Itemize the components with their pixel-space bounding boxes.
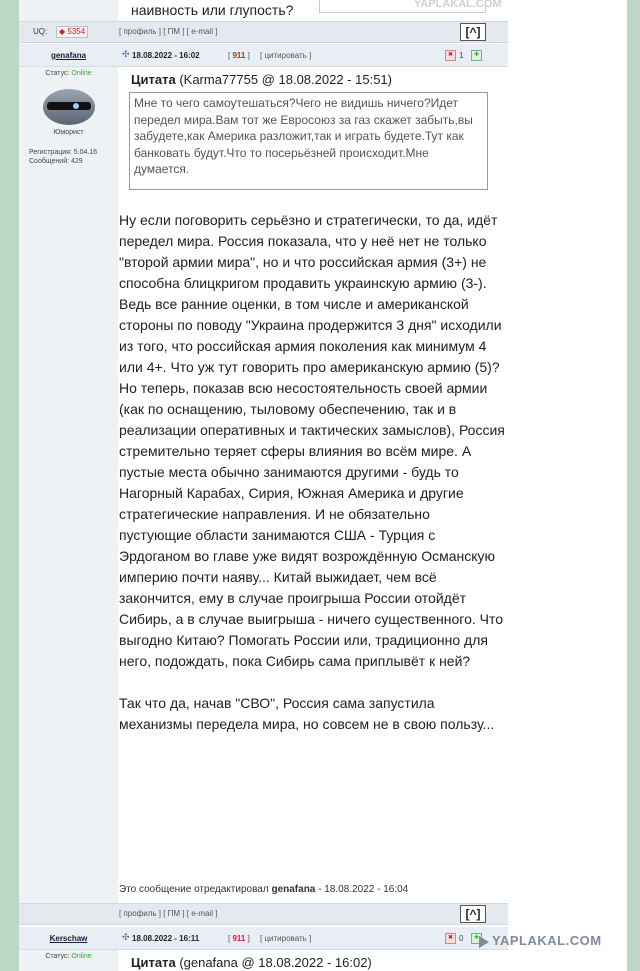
post-paragraph-2: Но теперь, показав всю несостоятельность своей армии (как по оснащению, тыловому обеспечению, так и в реализации оперативных и тактических замыслов), Россия стремительно теряет сферы влияния во всём мире. А пустые места обычно занимаются другими - будь то Нагорный Карабах, Сирия, Южная Америка и другие стратегические направления. И не обязательно пустующие области занимаются США - Турция с Эрдоганом во главе уже видят возрождённую Османскую империю почти наяву... Китай выжидает, чем всё закончится, ему в случае проигрыша России отойдёт Сибирь, а в случае выигрыша - ничего существенного. Что выгодно Китаю? Помогать России или, традиционно для него, подождать, пока Сибирь сама приплывёт к ней?	[119, 380, 505, 669]
post-body	[119, 210, 505, 735]
post-header-2	[19, 927, 508, 950]
vote-down-icon[interactable]: ✖	[445, 50, 456, 61]
vote-count: 1	[459, 51, 464, 60]
quote-box	[129, 92, 488, 190]
post-date-2: 18.08.2022 - 16:11	[132, 934, 200, 943]
message-count: Сообщений: 429	[29, 158, 83, 165]
uq-label: UQ:	[33, 27, 48, 36]
uq-rating-badge	[56, 26, 88, 38]
scroll-top-button-2[interactable]: [^]	[460, 905, 486, 923]
post-footer-bar	[19, 21, 508, 43]
logo-arrow-icon	[479, 936, 489, 948]
post-paragraph-3: Так что да, начав "СВО", Россия сама запустила механизмы передела мира, но совсем не в свою пользу...	[119, 695, 495, 732]
post-link-icon-2[interactable]: ✣	[122, 932, 130, 942]
author-column	[19, 67, 118, 905]
uq-value: 5354	[67, 27, 86, 36]
author-status: Статус: Online	[45, 70, 92, 77]
vote-count-2: 0	[459, 934, 464, 943]
quote-header: Цитата (Karma77755 @ 18.08.2022 - 15:51)	[131, 72, 392, 87]
profile-links[interactable]: [ профиль ] [ ПМ ] [ e-mail ]	[119, 27, 218, 36]
author-name[interactable]: genafana	[50, 51, 87, 60]
author-status-2: Статус: Online	[45, 953, 92, 960]
author-column-2	[19, 950, 118, 971]
post-number[interactable]: [ 911 ]	[228, 51, 250, 60]
post-date: 18.08.2022 - 16:02	[132, 51, 200, 60]
vote-up-icon-2[interactable]: ✚	[471, 933, 482, 944]
avatar[interactable]	[43, 89, 95, 125]
quote-text: Мне то чего самоутешаться?Чего не видишь ничего?Идет передел мира.Вам тот же Евросоюз за газ скажет забыть,вы забудете,как Америка разложит,так и играть будете.Тут как банковать будут.Что то посерьёзней происходит.Мне думается.	[134, 96, 473, 176]
prev-left-column	[19, 0, 118, 23]
author-rank: Юморист	[53, 129, 84, 136]
quote-header-2: Цитата (genafana @ 18.08.2022 - 16:02)	[131, 955, 372, 970]
author-stats	[29, 148, 97, 166]
cite-link[interactable]: [ цитировать ]	[260, 51, 312, 60]
author-name-2[interactable]: Kerschaw	[49, 934, 88, 943]
edited-note: Это сообщение отредактировал genafana - 18.08.2022 - 16:04	[119, 884, 409, 895]
post-footer-bar-2	[19, 903, 508, 925]
prev-post-last-line: наивность или глупость?	[131, 2, 294, 18]
forum-page	[19, 0, 627, 971]
prev-watermark: YAPLAKAL.COM	[414, 0, 502, 10]
vote-up-icon[interactable]: ✚	[471, 50, 482, 61]
post-link-icon[interactable]: ✣	[122, 49, 130, 59]
profile-links-2[interactable]: [ профиль ] [ ПМ ] [ e-mail ]	[119, 909, 218, 918]
site-logo: YAPLAKAL.COM	[479, 933, 602, 948]
registration-date: Регистрация: 5.04.16	[29, 149, 98, 156]
post-number-2[interactable]: [ 911 ]	[228, 934, 250, 943]
scroll-top-button[interactable]: [^]	[460, 23, 486, 41]
cite-link-2[interactable]: [ цитировать ]	[260, 934, 312, 943]
uq-arrow-icon: ◆	[59, 27, 66, 36]
post-paragraph-1: Ну если поговорить серьёзно и стратегически, то да, идёт передел мира. Россия показала, что у неё нет не только "второй армии мира", но и что российская армия (3+) не способна блицкригом продавить украинскую армию (3-). Ведь все ранние оценки, в том числе и американской стороны по поводу "Украина продержится 3 дня" исходили из того, что российская армия поколения как минимум 4 или 4+. Что уж тут говорить про американскую армию (5)?	[119, 212, 502, 375]
post-header	[19, 44, 508, 67]
vote-down-icon-2[interactable]: ✖	[445, 933, 456, 944]
